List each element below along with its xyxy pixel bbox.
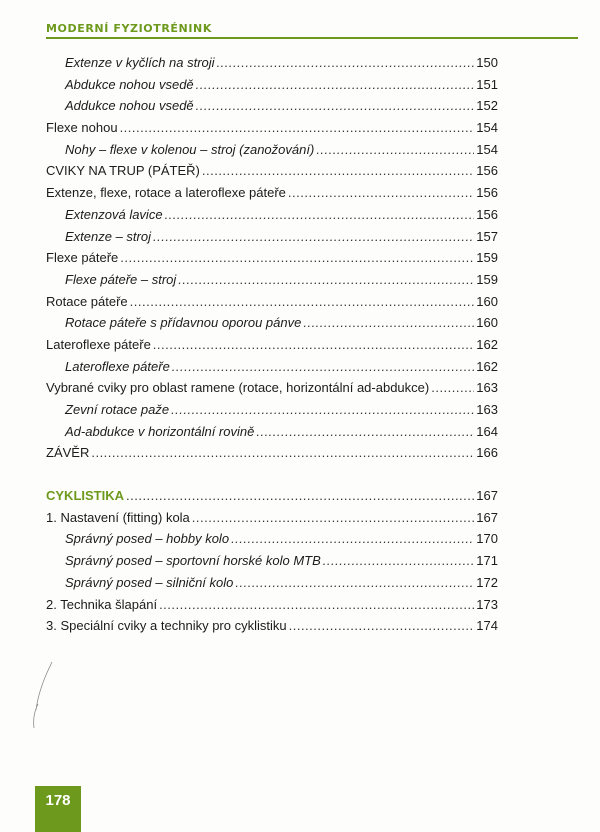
toc-entry-page: 154 [476, 120, 498, 136]
toc-dot-leader [323, 550, 475, 572]
toc-entry [46, 291, 498, 313]
toc-entry [46, 377, 498, 399]
toc-entry-label: Lateroflexe páteře [65, 358, 170, 374]
toc-entry-label: Zevní rotace paže [65, 402, 170, 417]
toc-entry [46, 550, 498, 572]
toc-dot-leader [172, 356, 475, 378]
toc-entry-label: Nohy – flexe v kolenou – stroj (zanožování) [65, 141, 315, 157]
toc-entry-page: 173 [476, 596, 498, 612]
toc-entry [46, 442, 498, 464]
header-rule [46, 37, 578, 39]
toc-dot-leader [202, 160, 474, 182]
toc-entry [46, 421, 498, 443]
toc-entry [46, 399, 498, 421]
toc-entry-page: 162 [476, 336, 498, 352]
toc-dot-leader [196, 74, 475, 96]
table-of-contents [46, 52, 498, 637]
toc-entry [46, 594, 498, 616]
toc-entry-page: 159 [476, 271, 498, 287]
toc-entry-page: 154 [476, 141, 498, 157]
toc-entry-label: 3. Speciální cviky a techniky pro cyklistiku [46, 618, 287, 634]
toc-entry-label: Flexe nohou [46, 120, 118, 136]
toc-dot-leader [165, 204, 475, 226]
toc-entry-label: Addukce nohou vsedě [65, 98, 194, 114]
toc-dot-leader [178, 269, 474, 291]
toc-entry [46, 334, 498, 356]
toc-entry-label: Správný posed – sportovní horské kolo MTB [65, 553, 321, 569]
toc-entry [46, 95, 498, 117]
toc-dot-leader [153, 334, 475, 356]
toc-entry-page: 164 [476, 423, 498, 439]
toc-entry-page: 150 [476, 55, 498, 70]
toc-entry-page: 170 [476, 531, 498, 547]
toc-entry [46, 182, 498, 204]
toc-entry [46, 52, 498, 74]
toc-entry [46, 139, 498, 161]
toc-dot-leader [231, 528, 474, 550]
running-header: MODERNÍ FYZIOTRÉNINK [46, 22, 212, 35]
toc-dot-leader [192, 507, 475, 529]
toc-entry-label: Extenze – stroj [65, 228, 151, 244]
toc-entry-label: Flexe páteře [46, 250, 119, 266]
toc-group-strength [46, 52, 498, 464]
toc-entry-page: 156 [476, 206, 498, 222]
pencil-mark-icon [30, 660, 60, 730]
toc-entry-page: 174 [476, 618, 498, 634]
toc-entry [46, 247, 498, 269]
toc-entry-label: Extenzová lavice [65, 206, 163, 222]
toc-entry-page: 156 [476, 185, 498, 201]
toc-entry [46, 117, 498, 139]
toc-dot-leader [256, 421, 474, 443]
toc-entry-label: Správný posed – silniční kolo [65, 574, 234, 590]
toc-entry [46, 507, 498, 529]
toc-dot-leader [120, 117, 475, 139]
toc-entry [46, 528, 498, 550]
toc-entry-page: 172 [476, 574, 498, 590]
toc-entry-page: 166 [476, 445, 498, 461]
toc-entry [46, 226, 498, 248]
toc-entry [46, 312, 498, 334]
toc-entry-page: 171 [476, 553, 498, 569]
toc-entry [46, 485, 498, 507]
toc-dot-leader [159, 594, 474, 616]
toc-entry-label: Rotace páteře [46, 293, 128, 309]
toc-group-cycling [46, 485, 498, 637]
toc-dot-leader [153, 226, 474, 248]
toc-entry-label: ZÁVĚR [46, 445, 90, 461]
toc-dot-leader [217, 52, 475, 74]
toc-dot-leader [431, 377, 474, 399]
toc-dot-leader [91, 442, 474, 464]
toc-dot-leader [126, 485, 474, 507]
toc-entry [46, 615, 498, 637]
toc-entry-page: 160 [476, 293, 498, 309]
toc-entry-page: 167 [476, 509, 498, 525]
toc-dot-leader [303, 312, 474, 334]
toc-entry [46, 160, 498, 182]
toc-entry-page: 159 [476, 250, 498, 266]
toc-entry-label: CYKLISTIKA [46, 488, 124, 504]
toc-entry-label: 2. Technika šlapání [46, 596, 158, 612]
toc-entry-page: 163 [476, 380, 498, 396]
toc-entry-label: Ad-abdukce v horizontální rovině [65, 423, 255, 439]
toc-gap [46, 464, 498, 485]
toc-entry-page: 151 [476, 76, 498, 92]
page-number: 178 [35, 786, 81, 832]
toc-dot-leader [288, 182, 474, 204]
toc-entry-label: Správný posed – hobby kolo [65, 531, 230, 547]
toc-entry-label: Vybrané cviky pro oblast ramene (rotace, horizontální ad-abdukce) [46, 380, 430, 396]
toc-dot-leader [196, 95, 475, 117]
toc-dot-leader [171, 399, 474, 421]
toc-dot-leader [289, 615, 475, 637]
toc-entry-label: Abdukce nohou vsedě [65, 76, 194, 92]
toc-entry-label: CVIKY NA TRUP (PÁTEŘ) [46, 163, 200, 179]
toc-dot-leader [120, 247, 474, 269]
toc-dot-leader [235, 572, 474, 594]
toc-entry [46, 269, 498, 291]
toc-entry [46, 356, 498, 378]
toc-entry-label: Rotace páteře s přídavnou oporou pánve [65, 315, 302, 331]
toc-entry-page: 156 [476, 163, 498, 179]
toc-entry [46, 204, 498, 226]
toc-entry [46, 572, 498, 594]
toc-entry-label: 1. Nastavení (fitting) kola [46, 509, 190, 525]
toc-dot-leader [316, 139, 474, 161]
toc-entry-label: Lateroflexe páteře [46, 336, 151, 352]
toc-entry-page: 157 [476, 228, 498, 244]
toc-entry-label: Extenze v kyčlích na stroji [65, 55, 215, 70]
toc-entry [46, 74, 498, 96]
toc-entry-page: 152 [476, 98, 498, 114]
toc-entry-page: 167 [476, 488, 498, 504]
toc-entry-page: 160 [476, 315, 498, 331]
toc-entry-page: 163 [476, 402, 498, 417]
toc-entry-label: Extenze, flexe, rotace a lateroflexe páteře [46, 185, 286, 201]
toc-dot-leader [130, 291, 475, 313]
toc-entry-page: 162 [476, 358, 498, 374]
toc-entry-label: Flexe páteře – stroj [65, 271, 177, 287]
